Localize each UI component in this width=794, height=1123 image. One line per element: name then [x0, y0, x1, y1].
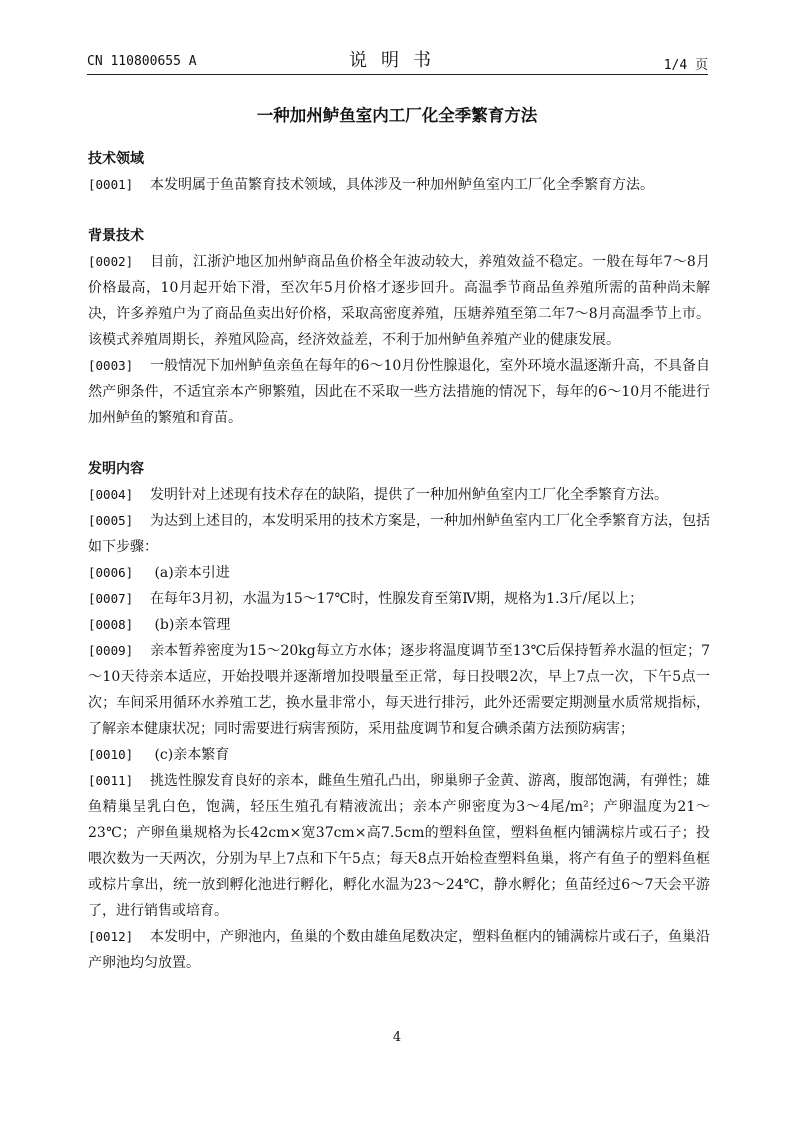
- paragraph-text: 一般情况下加州鲈鱼亲鱼在每年的6～10月份性腺退化，室外环境水温逐渐升高，不具备自然产卵条件，不适宜亲本产卵繁殖，因此在不采取一些方法措施的情况下，每年的6～10月不能进行加州鲈鱼的繁殖和育苗。: [88, 358, 710, 426]
- paragraph-number: [0007]: [88, 591, 134, 606]
- paragraph: [88, 482, 710, 508]
- paragraph-text: 本发明中，产卵池内，鱼巢的个数由雄鱼尾数决定，塑料鱼框内的铺满棕片或石子，鱼巢沿产卵池均匀放置。: [88, 929, 710, 971]
- section-heading: 技术领域: [88, 151, 144, 167]
- paragraph: [88, 560, 710, 586]
- paragraph: [88, 172, 710, 198]
- paragraph-number: [0009]: [88, 643, 134, 658]
- page-of-total: 1/4 页: [663, 58, 708, 73]
- paragraph: [88, 586, 710, 612]
- paragraph-text: 发明针对上述现有技术存在的缺陷，提供了一种加州鲈鱼室内工厂化全季繁育方法。: [150, 487, 668, 503]
- header-rule: [87, 74, 708, 75]
- paragraph-text: 挑选性腺发育良好的亲本，雌鱼生殖孔凸出，卵巢卵子金黄、游离，腹部饱满，有弹性；雄鱼精巢呈乳白色，饱满，轻压生殖孔有精液流出；亲本产卵密度为3～4尾/m²；产卵温度为21～23℃；产卵鱼巢规格为长42cm×宽37cm×高7.5cm的塑料鱼筐，塑料鱼框内铺满棕片或石子；投喂次数为一天两次，分别为早上7点和下午5点；每天8点开始检查塑料鱼巢，将产有鱼子的塑料鱼框或棕片拿出，统一放到孵化池进行孵化，孵化水温为23～24℃，静水孵化；鱼苗经过6～7天会平游了，进行销售或培育。: [88, 773, 710, 919]
- paragraph: [88, 768, 710, 924]
- paragraph: [88, 638, 710, 742]
- paragraph-text: 本发明属于鱼苗繁育技术领域，具体涉及一种加州鲈鱼室内工厂化全季繁育方法。: [150, 177, 654, 193]
- paragraph-number: [0001]: [88, 177, 134, 192]
- paragraph-text: 目前，江浙沪地区加州鲈商品鱼价格全年波动较大，养殖效益不稳定。一般在每年7～8月价格最高，10月起开始下滑，至次年5月价格才逐步回升。高温季节商品鱼养殖所需的苗种尚未解决，许多养殖户为了商品鱼卖出好价格，采取高密度养殖，压塘养殖至第二年7～8月高温季节上市。该模式养殖周期长，养殖风险高，经济效益差，不利于加州鲈鱼养殖产业的健康发展。: [88, 254, 710, 348]
- paragraph: [88, 249, 710, 353]
- paragraph-number: [0003]: [88, 358, 134, 373]
- paragraph: [88, 508, 710, 560]
- section-heading: 发明内容: [88, 461, 144, 477]
- section: [88, 146, 710, 198]
- paragraph: [88, 742, 710, 768]
- section: [88, 223, 710, 431]
- paragraph-number: [0006]: [88, 565, 134, 580]
- section-heading: 背景技术: [88, 228, 144, 244]
- document-type-heading: 说明书: [349, 50, 445, 71]
- paragraph-text: 亲本暂养密度为15～20kg每立方水体；逐步将温度调节至13℃后保持暂养水温的恒定；7～10天待亲本适应，开始投喂并逐渐增加投喂量至正常，每日投喂2次，早上7点一次，下午5点一次；车间采用循环水养殖工艺，换水量非常小，每天进行排污，此外还需要定期测量水质常规指标，了解亲本健康状况；同时需要进行病害预防，采用盐度调节和复合碘杀菌方法预防病害；: [88, 643, 710, 737]
- paragraph-text: 在每年3月初，水温为15～17℃时，性腺发育至第Ⅳ期，规格为1.3斤/尾以上；: [150, 591, 644, 607]
- page-number: 4: [392, 1030, 402, 1045]
- paragraph-number: [0008]: [88, 617, 134, 632]
- paragraph: [88, 612, 710, 638]
- paragraph-text: 为达到上述目的，本发明采用的技术方案是，一种加州鲈鱼室内工厂化全季繁育方法，包括如下步骤：: [88, 513, 710, 555]
- document-title: 一种加州鲈鱼室内工厂化全季繁育方法: [256, 106, 538, 125]
- paragraph-text: (c)亲本繁育: [150, 747, 230, 763]
- section: [88, 456, 710, 976]
- paragraph-number: [0011]: [88, 773, 134, 788]
- paragraph: [88, 353, 710, 431]
- document-body: [88, 146, 710, 976]
- paragraph-number: [0012]: [88, 929, 134, 944]
- paragraph-number: [0004]: [88, 487, 134, 502]
- paragraph-text: (a)亲本引进: [150, 565, 230, 581]
- paragraph-number: [0010]: [88, 747, 134, 762]
- paragraph: [88, 924, 710, 976]
- paragraph-text: (b)亲本管理: [150, 617, 231, 633]
- paragraph-number: [0002]: [88, 254, 134, 269]
- paragraph-number: [0005]: [88, 513, 134, 528]
- patent-number: CN 110800655 A: [87, 54, 197, 69]
